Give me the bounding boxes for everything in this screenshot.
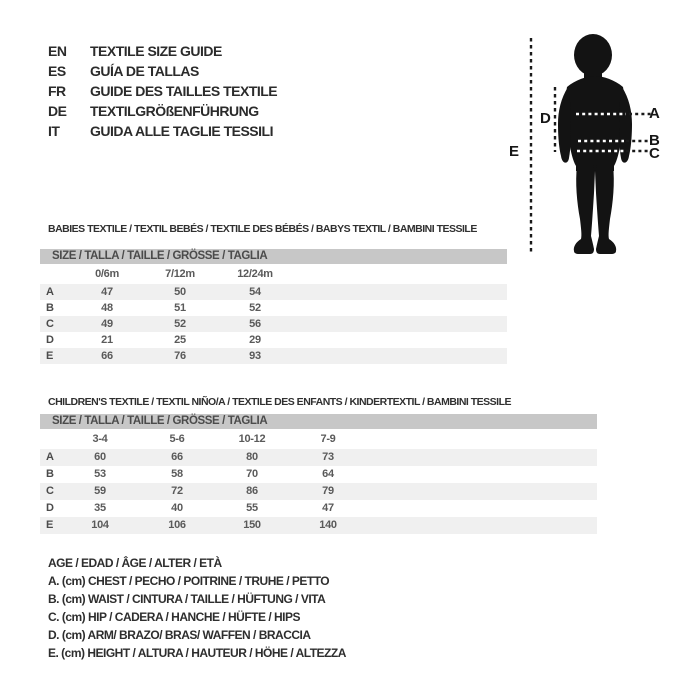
column-header-3-4: 3-4 [92,433,108,445]
table-row-children-A [40,449,597,466]
child-silhouette-figure [505,25,670,260]
table-row-babies-E [40,348,507,364]
babies-table-title: BABIES TEXTILE / TEXTIL BEBÉS / TEXTILE DES BÉBÉS / BABYS TEXTIL / BAMBINI TESSILE [48,223,477,235]
size-value-cell: 140 [319,519,337,531]
table-row-children-D [40,500,597,517]
table-row-babies-A [40,284,507,300]
size-value-cell: 150 [243,519,261,531]
label-arm-d: D [540,110,551,127]
size-value-cell: 29 [249,334,261,346]
table-row-children-E [40,517,597,534]
size-value-cell: 49 [101,318,113,330]
row-label: B [46,468,54,480]
children-column-header-row [40,429,597,449]
legend-hip-line: C. (cm) HIP / CADERA / HANCHE / HÜFTE / HIPS [48,610,301,624]
size-value-cell: 60 [94,451,106,463]
size-value-cell: 86 [246,485,258,497]
size-header-label: SIZE / TALLA / TAILLE / GRÖSSE / TAGLIA [52,415,268,427]
size-value-cell: 58 [171,468,183,480]
language-row-es [48,63,277,83]
babies-size-header-bar [40,249,507,264]
row-label: A [46,286,54,298]
column-header-7/12m: 7/12m [165,268,195,280]
row-label: E [46,350,54,362]
row-label: B [46,302,54,314]
children-size-header-bar [40,414,597,429]
language-title: GUIDA ALLE TAGLIE TESSILI [90,123,273,139]
language-list [48,43,277,143]
table-row-babies-C [40,316,507,332]
size-value-cell: 52 [174,318,186,330]
size-value-cell: 25 [174,334,186,346]
row-label: E [46,519,54,531]
language-row-de [48,103,277,123]
legend-age-line: AGE / EDAD / ÂGE / ALTER / ETÀ [48,556,222,570]
language-code: IT [48,123,60,139]
row-label: C [46,318,54,330]
column-header-7-9: 7-9 [320,433,336,445]
label-height-e: E [509,143,520,160]
language-code: FR [48,83,66,99]
legend-waist-line: B. (cm) WAIST / CINTURA / TAILLE / HÜFTUNG / VITA [48,592,326,606]
measurement-legend [48,554,346,662]
legend-chest-line: A. (cm) CHEST / PECHO / POITRINE / TRUHE / PETTO [48,574,330,588]
table-row-babies-D [40,332,507,348]
column-header-12/24m: 12/24m [237,268,273,280]
size-value-cell: 66 [101,350,113,362]
language-row-en [48,43,277,63]
size-value-cell: 66 [171,451,183,463]
label-chest-a: A [649,105,660,122]
row-label: D [46,502,54,514]
size-value-cell: 54 [249,286,261,298]
size-value-cell: 55 [246,502,258,514]
size-value-cell: 104 [91,519,109,531]
legend-height-line: E. (cm) HEIGHT / ALTURA / HAUTEUR / HÖHE / ALTEZZA [48,646,346,660]
table-row-children-C [40,483,597,500]
size-value-cell: 93 [249,350,261,362]
size-value-cell: 106 [168,519,186,531]
children-table-title: CHILDREN'S TEXTILE / TEXTIL NIÑO/A / TEXTILE DES ENFANTS / KINDERTEXTIL / BAMBINI TESSILE [48,396,512,408]
language-title: GUÍA DE TALLAS [90,63,199,79]
size-value-cell: 52 [249,302,261,314]
table-row-children-B [40,466,597,483]
language-code: ES [48,63,66,79]
column-header-0/6m: 0/6m [95,268,119,280]
babies-column-header-row [40,264,507,284]
row-label: A [46,451,54,463]
language-title: TEXTILGRÖßENFÜHRUNG [90,103,259,119]
size-value-cell: 48 [101,302,113,314]
row-label: C [46,485,54,497]
child-silhouette [558,34,632,254]
language-row-it [48,123,277,143]
size-value-cell: 76 [174,350,186,362]
size-value-cell: 53 [94,468,106,480]
size-value-cell: 40 [171,502,183,514]
size-value-cell: 70 [246,468,258,480]
size-value-cell: 35 [94,502,106,514]
size-value-cell: 73 [322,451,334,463]
size-value-cell: 72 [171,485,183,497]
size-value-cell: 51 [174,302,186,314]
size-value-cell: 50 [174,286,186,298]
language-title: GUIDE DES TAILLES TEXTILE [90,83,278,99]
size-value-cell: 79 [322,485,334,497]
size-value-cell: 47 [322,502,334,514]
table-row-babies-B [40,300,507,316]
label-waist-b: B [649,132,660,149]
size-value-cell: 21 [101,334,113,346]
legend-arm-line: D. (cm) ARM/ BRAZO/ BRAS/ WAFFEN / BRACCIA [48,628,311,642]
column-header-10-12: 10-12 [238,433,266,445]
size-value-cell: 80 [246,451,258,463]
size-value-cell: 47 [101,286,113,298]
language-code: DE [48,103,67,119]
language-row-fr [48,83,277,103]
size-value-cell: 56 [249,318,261,330]
language-code: EN [48,43,67,59]
size-header-label: SIZE / TALLA / TAILLE / GRÖSSE / TAGLIA [52,250,268,262]
language-title: TEXTILE SIZE GUIDE [90,43,222,59]
size-value-cell: 59 [94,485,106,497]
label-hip-c: C [649,145,660,162]
row-label: D [46,334,54,346]
size-value-cell: 64 [322,468,334,480]
column-header-5-6: 5-6 [169,433,185,445]
